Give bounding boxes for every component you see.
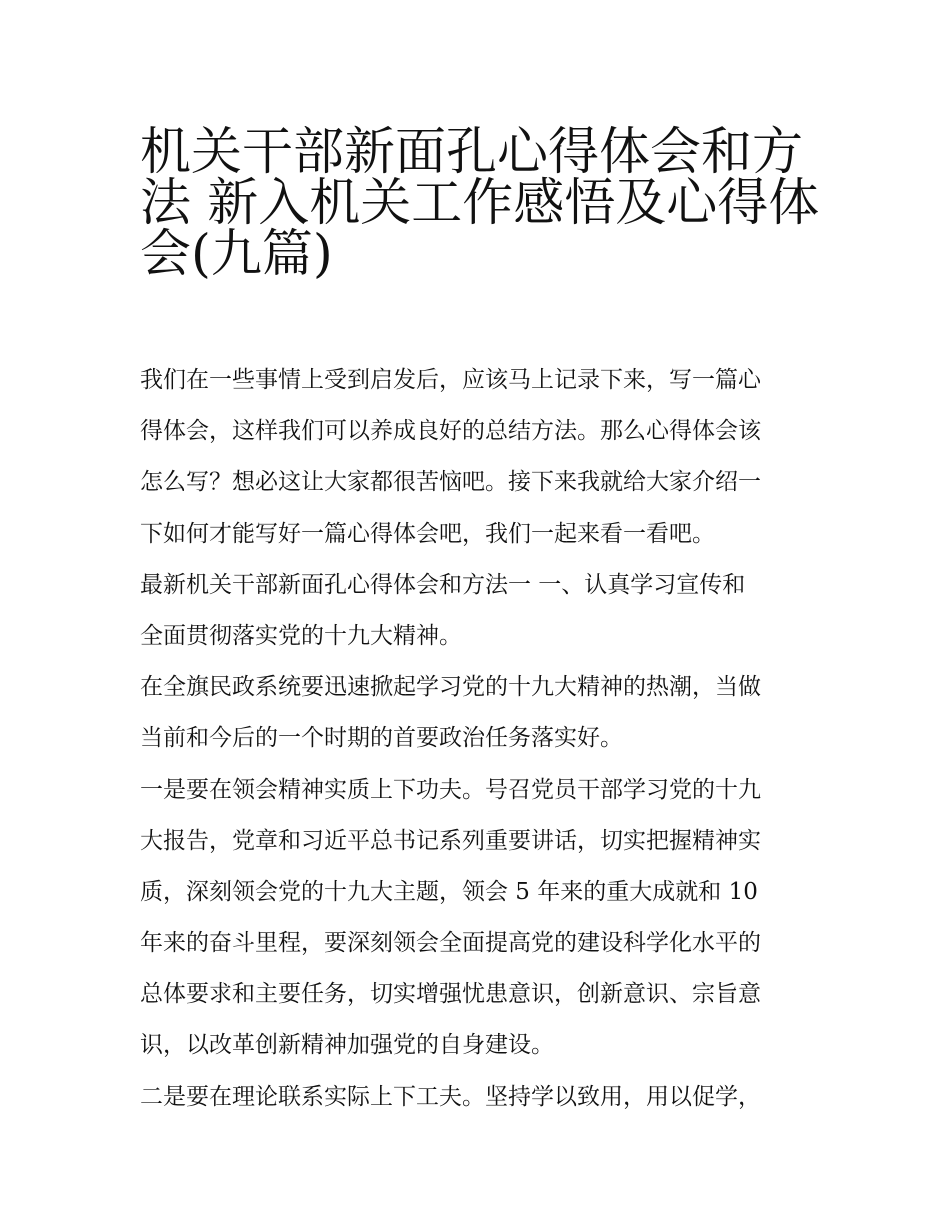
document-body — [140, 355, 830, 1123]
text-line: 怎么写？想必这让大家都很苦恼吧。接下来我就给大家介绍一 — [140, 469, 761, 496]
text-line: 全面贯彻落实党的十九大精神。 — [140, 622, 462, 649]
body-paragraph — [140, 765, 830, 1072]
text-line: 一是要在领会精神实质上下功夫。号召党员干部学习党的十九 — [140, 776, 761, 803]
text-line: 下如何才能写好一篇心得体会吧，我们一起来看一看吧。 — [140, 520, 715, 547]
title-line: 法 新入机关工作感悟及心得体 — [140, 174, 820, 234]
text-line: 识，以改革创新精神加强党的自身建设。 — [140, 1032, 554, 1059]
document-title — [140, 114, 830, 285]
section-heading-paragraph — [140, 560, 830, 662]
text-line: 最新机关干部新面孔心得体会和方法一 一、认真学习宣传和 — [140, 571, 746, 598]
title-line: 会(九篇) — [140, 225, 333, 285]
text-line: 质，深刻领会党的十九大主题，领会 5 年来的重大成就和 10 — [140, 878, 758, 905]
text-line: 大报告，党章和习近平总书记系列重要讲话，切实把握精神实 — [140, 827, 761, 854]
text-line: 在全旗民政系统要迅速掀起学习党的十九大精神的热潮，当做 — [140, 674, 761, 701]
intro-paragraph — [140, 355, 830, 560]
body-paragraph — [140, 1072, 830, 1123]
text-line: 总体要求和主要任务，切实增强忧患意识，创新意识、宗旨意 — [140, 981, 761, 1008]
title-line: 机关干部新面孔心得体会和方 — [140, 123, 804, 182]
text-line: 年来的奋斗里程，要深刻领会全面提高党的建设科学化水平的 — [140, 930, 761, 957]
text-line: 得体会，这样我们可以养成良好的总结方法。那么心得体会该 — [140, 418, 761, 445]
text-line: 二是要在理论联系实际上下工夫。坚持学以致用，用以促学， — [140, 1083, 761, 1110]
text-line: 当前和今后的一个时期的首要政治任务落实好。 — [140, 725, 623, 752]
body-paragraph — [140, 662, 830, 764]
text-line: 我们在一些事情上受到启发后，应该马上记录下来，写一篇心 — [140, 367, 761, 393]
